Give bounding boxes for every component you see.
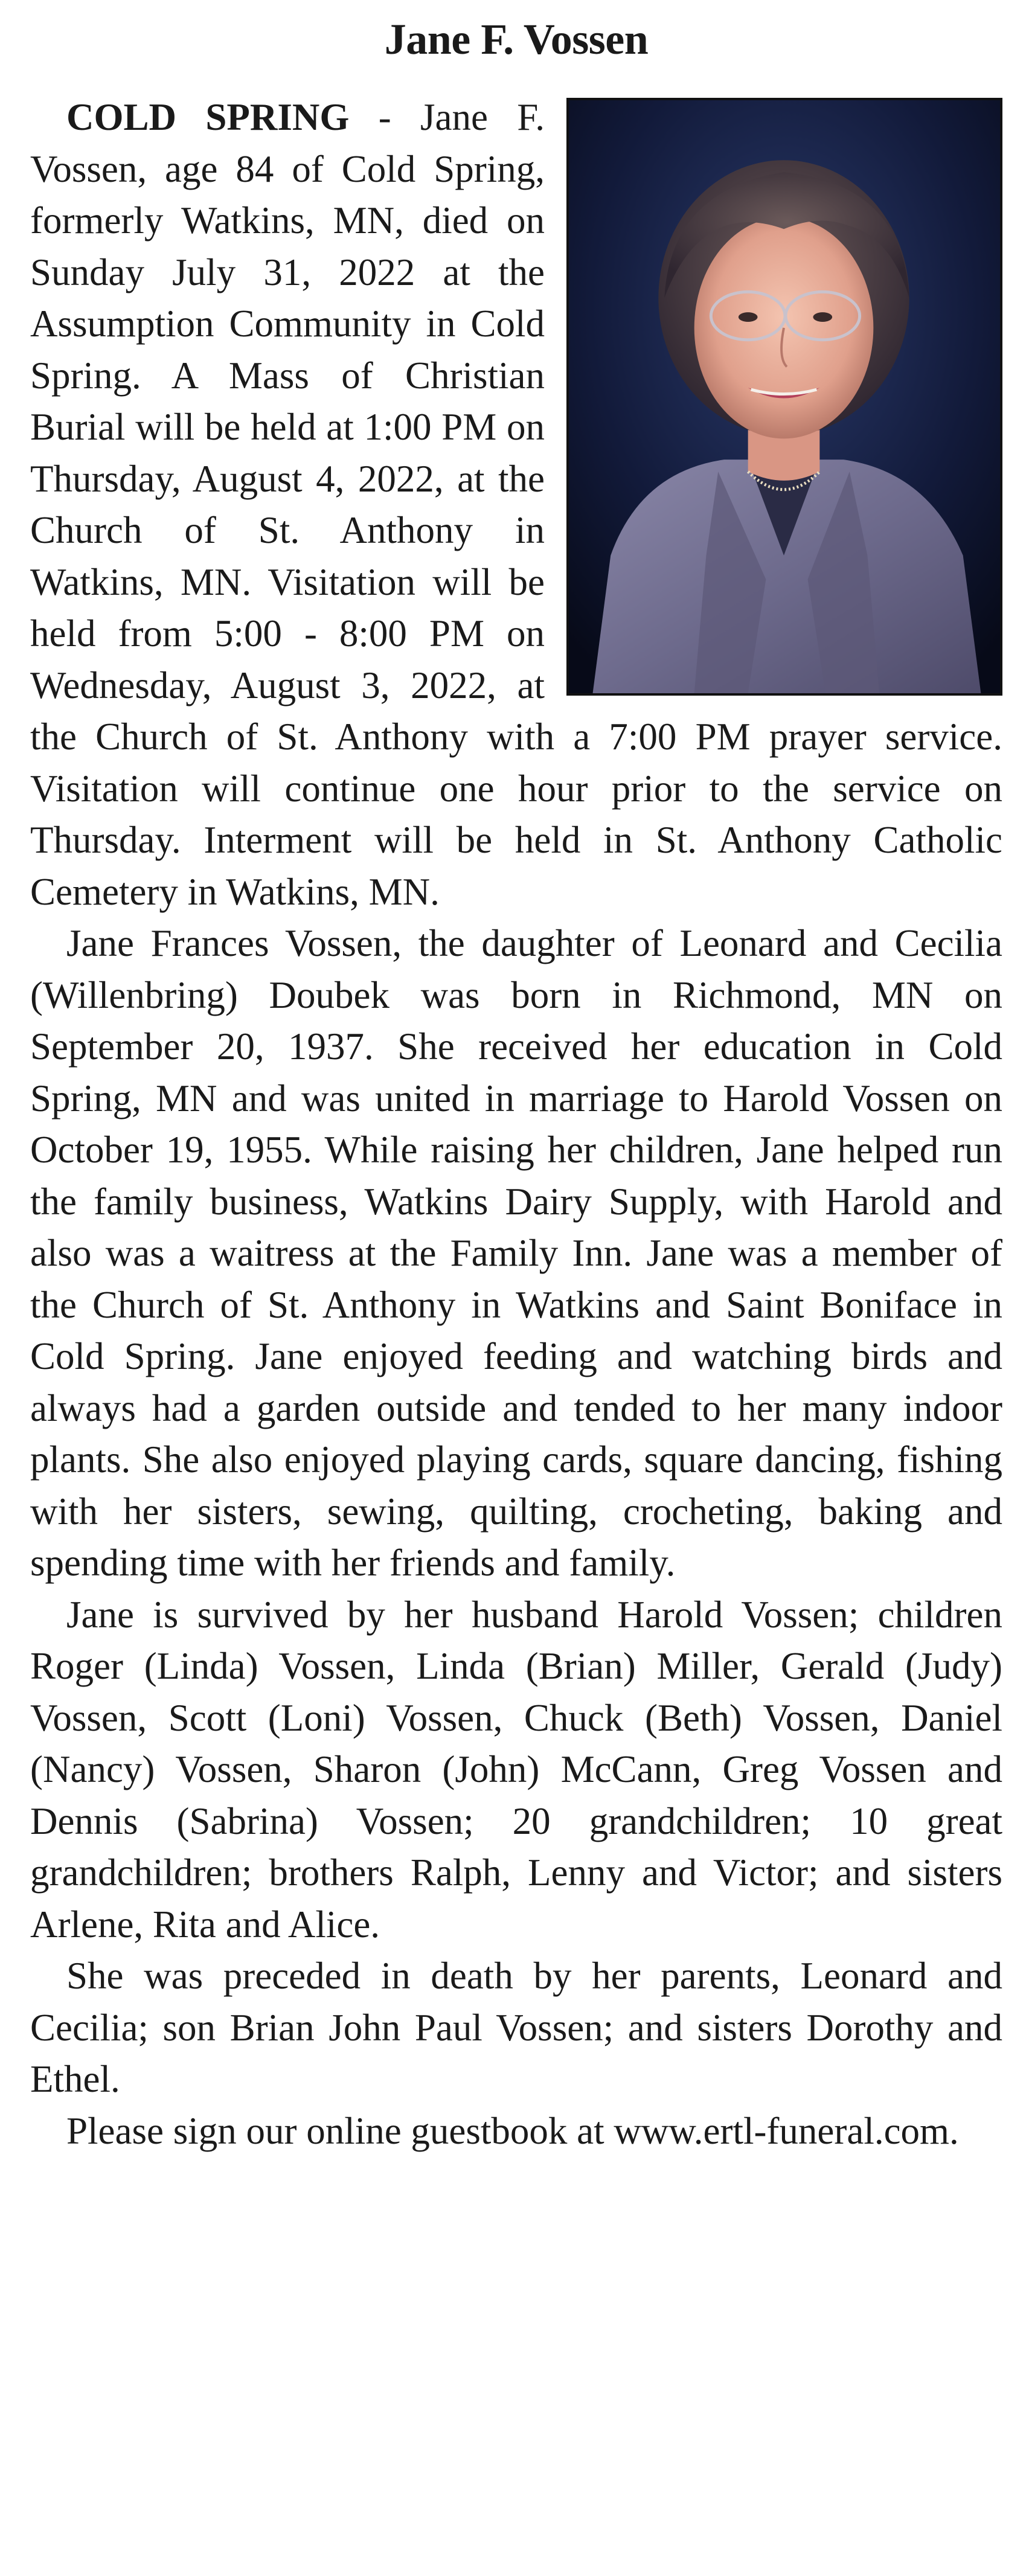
paragraph-preceded: She was preceded in death by her parents, Leonard and Cecilia; son Brian John Paul Vossen; and sisters Dorothy and Ethel.: [30, 1955, 1002, 2100]
announcement-text: - Jane F. Vossen, age 84 of Cold Spring, formerly Watkins, MN, died on Sunday July 31, 2022 at the Assumption Community in Cold Spring. A Mass of Christian Burial will be held at 1:00 PM on Thursday, August 4, 2022, at the Church of St. Anthony in Watkins, MN. Visitation will be held from 5:00 - 8:00 PM on Wednesday, August 3, 2022, at the Church of St. Anthony with a 7:00 PM prayer service. Visitation will continue one hour prior to the service on Thursday. Interment will be held in St. Anthony Catholic Cemetery in Watkins, MN.: [30, 96, 1002, 913]
paragraph-guestbook: Please sign our online guestbook at www.ertl-funeral.com.: [66, 2109, 959, 2152]
portrait-photo: [566, 98, 1002, 696]
lead-city: COLD SPRING: [66, 96, 350, 138]
obituary: [30, 12, 1002, 2157]
portrait-image: [569, 100, 1000, 693]
paragraph-biography: Jane Frances Vossen, the daughter of Leonard and Cecilia (Willenbring) Doubek was born in Richmond, MN on September 20, 1937. She received her education in Cold Spring, MN and was united in marriage to Harold Vossen on October 19, 1955. While raising her children, Jane helped run the family business, Watkins Dairy Supply, with Harold and also was a waitress at the Family Inn. Jane was a member of the Church of St. Anthony in Watkins and Saint Boniface in Cold Spring. Jane enjoyed feeding and watching birds and always had a garden outside and tended to her many indoor plants. She also enjoyed playing cards, square dancing, fishing with her sisters, sewing, quilting, crocheting, baking and spending time with her friends and family.: [30, 922, 1002, 1584]
paragraph-survivors: Jane is survived by her husband Harold Vossen; children Roger (Linda) Vossen, Linda (Brian) Miller, Gerald (Judy) Vossen, Scott (Loni) Vossen, Chuck (Beth) Vossen, Daniel (Nancy) Vossen, Sharon (John) McCann, Greg Vossen and Dennis (Sabrina) Vossen; 20 grandchildren; 10 great grandchildren; brothers Ralph, Lenny and Victor; and sisters Arlene, Rita and Alice.: [30, 1593, 1002, 1946]
obituary-title: Jane F. Vossen: [384, 15, 649, 63]
obituary-body: [30, 92, 1002, 2157]
